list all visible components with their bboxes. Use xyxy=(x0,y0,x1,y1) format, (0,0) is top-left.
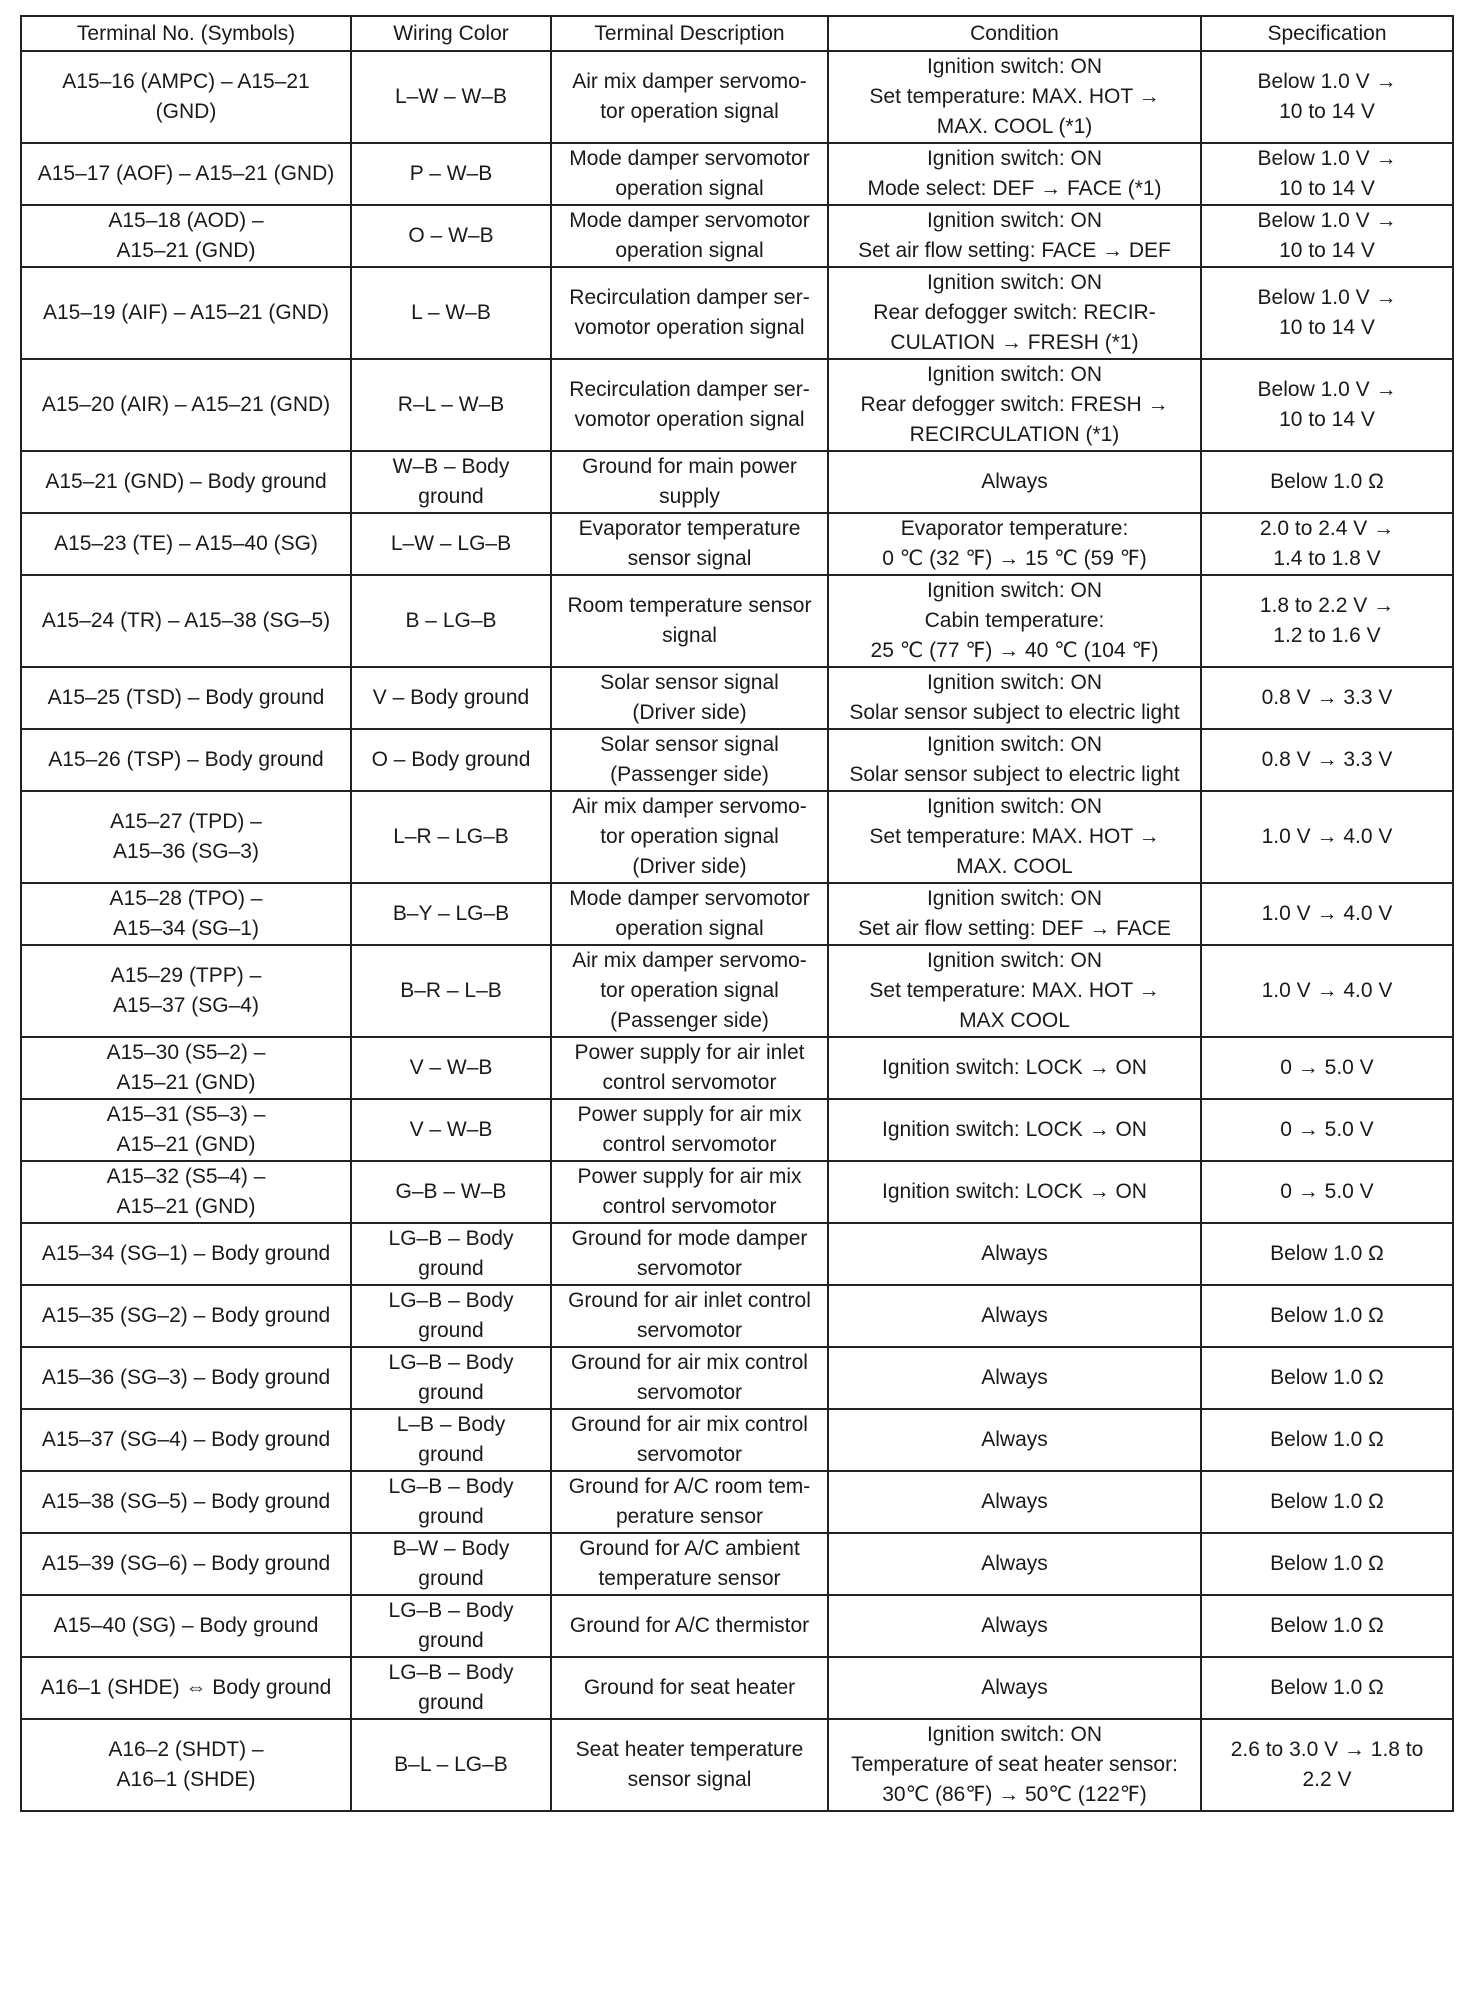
table-row xyxy=(21,1099,1453,1161)
cell-description: Ground for seat heater xyxy=(551,1657,828,1719)
cell-description: Solar sensor signal (Driver side) xyxy=(551,667,828,729)
cell-terminal: A15–21 (GND) – Body ground xyxy=(21,451,351,513)
cell-description: Seat heater temperature sensor signal xyxy=(551,1719,828,1811)
cell-terminal: A15–38 (SG–5) – Body ground xyxy=(21,1471,351,1533)
cell-wiring-color: O – Body ground xyxy=(351,729,551,791)
cell-specification: 0 → 5.0 V xyxy=(1201,1037,1453,1099)
cell-terminal: A16–2 (SHDT) – A16–1 (SHDE) xyxy=(21,1719,351,1811)
cell-wiring-color: LG–B – Body ground xyxy=(351,1347,551,1409)
cell-condition: Ignition switch: ON Set temperature: MAX. HOT → MAX. COOL xyxy=(828,791,1201,883)
cell-condition: Ignition switch: ON Temperature of seat heater sensor: 30℃ (86℉) → 50℃ (122℉) xyxy=(828,1719,1201,1811)
cell-wiring-color: W–B – Body ground xyxy=(351,451,551,513)
table-row xyxy=(21,1657,1453,1719)
cell-condition: Always xyxy=(828,1347,1201,1409)
cell-terminal: A15–20 (AIR) – A15–21 (GND) xyxy=(21,359,351,451)
cell-terminal: A15–28 (TPO) – A15–34 (SG–1) xyxy=(21,883,351,945)
cell-wiring-color: LG–B – Body ground xyxy=(351,1223,551,1285)
cell-terminal: A15–30 (S5–2) – A15–21 (GND) xyxy=(21,1037,351,1099)
cell-terminal: A15–16 (AMPC) – A15–21 (GND) xyxy=(21,51,351,143)
table-row xyxy=(21,575,1453,667)
cell-specification: Below 1.0 V → 10 to 14 V xyxy=(1201,267,1453,359)
cell-specification: Below 1.0 Ω xyxy=(1201,1533,1453,1595)
cell-condition: Always xyxy=(828,1595,1201,1657)
cell-specification: Below 1.0 V → 10 to 14 V xyxy=(1201,205,1453,267)
header-row xyxy=(21,16,1453,51)
cell-specification: Below 1.0 Ω xyxy=(1201,1223,1453,1285)
cell-wiring-color: P – W–B xyxy=(351,143,551,205)
cell-description: Power supply for air mix control servomotor xyxy=(551,1099,828,1161)
cell-specification: 0.8 V → 3.3 V xyxy=(1201,667,1453,729)
cell-wiring-color: R–L – W–B xyxy=(351,359,551,451)
cell-description: Mode damper servomotor operation signal xyxy=(551,205,828,267)
cell-wiring-color: B–L – LG–B xyxy=(351,1719,551,1811)
cell-description: Ground for A/C ambient temperature sensor xyxy=(551,1533,828,1595)
document-page xyxy=(20,15,1452,1812)
cell-condition: Ignition switch: ON Rear defogger switch: RECIR- CULATION → FRESH (*1) xyxy=(828,267,1201,359)
cell-specification: Below 1.0 Ω xyxy=(1201,1347,1453,1409)
table-row xyxy=(21,1037,1453,1099)
cell-condition: Ignition switch: LOCK → ON xyxy=(828,1161,1201,1223)
cell-condition: Ignition switch: ON Solar sensor subject to electric light xyxy=(828,667,1201,729)
header-description: Terminal Description xyxy=(551,16,828,51)
cell-terminal: A15–24 (TR) – A15–38 (SG–5) xyxy=(21,575,351,667)
cell-wiring-color: L–B – Body ground xyxy=(351,1409,551,1471)
cell-wiring-color: V – W–B xyxy=(351,1037,551,1099)
cell-condition: Ignition switch: LOCK → ON xyxy=(828,1099,1201,1161)
cell-description: Room temperature sensor signal xyxy=(551,575,828,667)
table-row xyxy=(21,791,1453,883)
cell-specification: 0 → 5.0 V xyxy=(1201,1099,1453,1161)
cell-specification: 0 → 5.0 V xyxy=(1201,1161,1453,1223)
cell-condition: Always xyxy=(828,1223,1201,1285)
cell-condition: Ignition switch: ON Cabin temperature: 25 ℃ (77 ℉) → 40 ℃ (104 ℉) xyxy=(828,575,1201,667)
cell-wiring-color: B – LG–B xyxy=(351,575,551,667)
cell-condition: Ignition switch: ON Set air flow setting: DEF → FACE xyxy=(828,883,1201,945)
cell-condition: Ignition switch: ON Solar sensor subject to electric light xyxy=(828,729,1201,791)
cell-wiring-color: LG–B – Body ground xyxy=(351,1657,551,1719)
cell-condition: Ignition switch: ON Mode select: DEF → FACE (*1) xyxy=(828,143,1201,205)
cell-terminal: A15–32 (S5–4) – A15–21 (GND) xyxy=(21,1161,351,1223)
cell-condition: Ignition switch: ON Set temperature: MAX. HOT → MAX COOL xyxy=(828,945,1201,1037)
table-row xyxy=(21,205,1453,267)
table-row xyxy=(21,359,1453,451)
table-row xyxy=(21,51,1453,143)
cell-wiring-color: O – W–B xyxy=(351,205,551,267)
cell-wiring-color: V – W–B xyxy=(351,1099,551,1161)
cell-description: Ground for A/C thermistor xyxy=(551,1595,828,1657)
cell-wiring-color: B–W – Body ground xyxy=(351,1533,551,1595)
cell-wiring-color: B–R – L–B xyxy=(351,945,551,1037)
cell-terminal: A15–29 (TPP) – A15–37 (SG–4) xyxy=(21,945,351,1037)
cell-terminal: A15–34 (SG–1) – Body ground xyxy=(21,1223,351,1285)
cell-specification: Below 1.0 V → 10 to 14 V xyxy=(1201,51,1453,143)
cell-specification: 1.0 V → 4.0 V xyxy=(1201,791,1453,883)
cell-condition: Ignition switch: ON Set air flow setting: FACE → DEF xyxy=(828,205,1201,267)
cell-description: Solar sensor signal (Passenger side) xyxy=(551,729,828,791)
table-row xyxy=(21,883,1453,945)
cell-description: Ground for air inlet control servomotor xyxy=(551,1285,828,1347)
cell-description: Mode damper servomotor operation signal xyxy=(551,143,828,205)
header-wiring-color: Wiring Color xyxy=(351,16,551,51)
table-row xyxy=(21,1719,1453,1811)
cell-terminal: A15–36 (SG–3) – Body ground xyxy=(21,1347,351,1409)
table-row xyxy=(21,1533,1453,1595)
header-condition: Condition xyxy=(828,16,1201,51)
cell-description: Ground for mode damper servomotor xyxy=(551,1223,828,1285)
cell-condition: Always xyxy=(828,1409,1201,1471)
table-row xyxy=(21,1285,1453,1347)
table-body xyxy=(21,51,1453,1811)
table-row xyxy=(21,1471,1453,1533)
cell-terminal: A15–23 (TE) – A15–40 (SG) xyxy=(21,513,351,575)
cell-specification: 1.8 to 2.2 V → 1.2 to 1.6 V xyxy=(1201,575,1453,667)
cell-terminal: A15–18 (AOD) – A15–21 (GND) xyxy=(21,205,351,267)
table-row xyxy=(21,1409,1453,1471)
cell-terminal: A15–27 (TPD) – A15–36 (SG–3) xyxy=(21,791,351,883)
cell-description: Mode damper servomotor operation signal xyxy=(551,883,828,945)
cell-wiring-color: LG–B – Body ground xyxy=(351,1471,551,1533)
header-terminal: Terminal No. (Symbols) xyxy=(21,16,351,51)
table-row xyxy=(21,267,1453,359)
table-row xyxy=(21,945,1453,1037)
cell-description: Ground for air mix control servomotor xyxy=(551,1409,828,1471)
cell-description: Recirculation damper ser- vomotor operation signal xyxy=(551,267,828,359)
cell-description: Power supply for air mix control servomotor xyxy=(551,1161,828,1223)
cell-wiring-color: G–B – W–B xyxy=(351,1161,551,1223)
header-specification: Specification xyxy=(1201,16,1453,51)
cell-condition: Always xyxy=(828,1657,1201,1719)
table-row xyxy=(21,667,1453,729)
table-row xyxy=(21,451,1453,513)
cell-condition: Ignition switch: LOCK → ON xyxy=(828,1037,1201,1099)
cell-terminal: A15–35 (SG–2) – Body ground xyxy=(21,1285,351,1347)
table-row xyxy=(21,1161,1453,1223)
cell-wiring-color: LG–B – Body ground xyxy=(351,1595,551,1657)
cell-condition: Always xyxy=(828,1471,1201,1533)
cell-specification: Below 1.0 Ω xyxy=(1201,1285,1453,1347)
cell-terminal: A15–37 (SG–4) – Body ground xyxy=(21,1409,351,1471)
table-row xyxy=(21,1223,1453,1285)
table-row xyxy=(21,143,1453,205)
cell-specification: 1.0 V → 4.0 V xyxy=(1201,883,1453,945)
cell-wiring-color: L – W–B xyxy=(351,267,551,359)
cell-specification: Below 1.0 V → 10 to 14 V xyxy=(1201,359,1453,451)
cell-wiring-color: B–Y – LG–B xyxy=(351,883,551,945)
cell-description: Evaporator temperature sensor signal xyxy=(551,513,828,575)
cell-wiring-color: LG–B – Body ground xyxy=(351,1285,551,1347)
cell-specification: 2.6 to 3.0 V → 1.8 to 2.2 V xyxy=(1201,1719,1453,1811)
cell-specification: 1.0 V → 4.0 V xyxy=(1201,945,1453,1037)
cell-description: Ground for A/C room tem- perature sensor xyxy=(551,1471,828,1533)
cell-specification: 0.8 V → 3.3 V xyxy=(1201,729,1453,791)
cell-wiring-color: L–R – LG–B xyxy=(351,791,551,883)
cell-condition: Always xyxy=(828,451,1201,513)
cell-terminal: A15–17 (AOF) – A15–21 (GND) xyxy=(21,143,351,205)
terminal-spec-table xyxy=(20,15,1454,1812)
cell-wiring-color: L–W – LG–B xyxy=(351,513,551,575)
cell-condition: Evaporator temperature: 0 ℃ (32 ℉) → 15 ℃ (59 ℉) xyxy=(828,513,1201,575)
cell-description: Air mix damper servomo- tor operation signal (Passenger side) xyxy=(551,945,828,1037)
cell-description: Air mix damper servomo- tor operation signal xyxy=(551,51,828,143)
table-row xyxy=(21,513,1453,575)
cell-specification: Below 1.0 Ω xyxy=(1201,1595,1453,1657)
cell-specification: 2.0 to 2.4 V → 1.4 to 1.8 V xyxy=(1201,513,1453,575)
cell-terminal: A15–19 (AIF) – A15–21 (GND) xyxy=(21,267,351,359)
cell-terminal: A15–25 (TSD) – Body ground xyxy=(21,667,351,729)
cell-condition: Ignition switch: ON Rear defogger switch: FRESH → RECIRCULATION (*1) xyxy=(828,359,1201,451)
table-row xyxy=(21,1595,1453,1657)
cell-terminal: A15–26 (TSP) – Body ground xyxy=(21,729,351,791)
cell-terminal: A15–40 (SG) – Body ground xyxy=(21,1595,351,1657)
cell-wiring-color: L–W – W–B xyxy=(351,51,551,143)
cell-description: Power supply for air inlet control servomotor xyxy=(551,1037,828,1099)
cell-condition: Always xyxy=(828,1285,1201,1347)
cell-specification: Below 1.0 V → 10 to 14 V xyxy=(1201,143,1453,205)
cell-specification: Below 1.0 Ω xyxy=(1201,451,1453,513)
cell-condition: Ignition switch: ON Set temperature: MAX. HOT → MAX. COOL (*1) xyxy=(828,51,1201,143)
cell-condition: Always xyxy=(828,1533,1201,1595)
cell-terminal: A16–1 (SHDE) ⇔ Body ground xyxy=(21,1657,351,1719)
cell-description: Ground for main power supply xyxy=(551,451,828,513)
table-row xyxy=(21,1347,1453,1409)
cell-description: Air mix damper servomo- tor operation signal (Driver side) xyxy=(551,791,828,883)
cell-description: Ground for air mix control servomotor xyxy=(551,1347,828,1409)
cell-wiring-color: V – Body ground xyxy=(351,667,551,729)
cell-description: Recirculation damper ser- vomotor operation signal xyxy=(551,359,828,451)
table-row xyxy=(21,729,1453,791)
cell-specification: Below 1.0 Ω xyxy=(1201,1471,1453,1533)
cell-terminal: A15–39 (SG–6) – Body ground xyxy=(21,1533,351,1595)
cell-specification: Below 1.0 Ω xyxy=(1201,1409,1453,1471)
cell-specification: Below 1.0 Ω xyxy=(1201,1657,1453,1719)
cell-terminal: A15–31 (S5–3) – A15–21 (GND) xyxy=(21,1099,351,1161)
